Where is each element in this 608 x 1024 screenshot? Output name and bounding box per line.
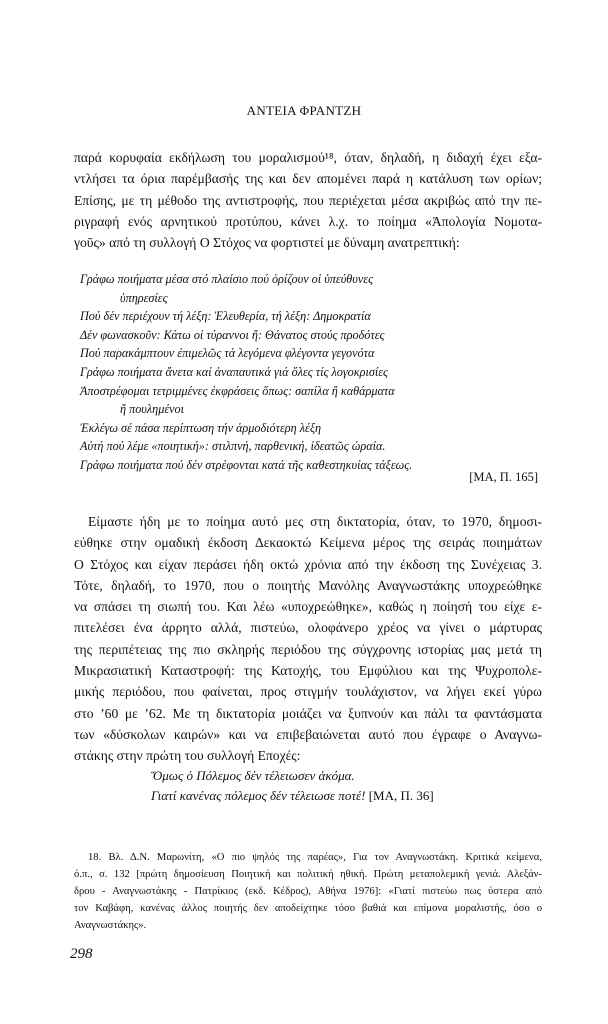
text-line: των «δύσκολων καιρών» και να επιβεβαιώνεται αυτό που έγραφε ο Αναγνω- xyxy=(74,726,542,742)
text-line: Επίσης, με τη μέθοδο της αντιστροφής, που περιέχεται μέσα ακριβώς από την πε- xyxy=(74,192,542,208)
poem-line: ὑπηρεσίες xyxy=(120,290,168,305)
poem-line: Αὐτή πού λέμε «ποιητική»: στιλπνή, παρθενική, ἰδεατῶς ὡραία. xyxy=(80,439,386,454)
poem-line: Ἐκλέγω σέ πάσα περίπτωση τήν ἁρμοδιότερη λέξη xyxy=(80,420,322,435)
poem-line: Γράφω ποιήματα πού δέν στρέφονται κατά τῆς καθεστηκυίας τάξεως. xyxy=(80,457,413,472)
text-line: παρά κορυφαία εκδήλωση του μοραλισμού¹⁸, όταν, δηλαδή, η διδαχή έχει εξα- xyxy=(74,150,542,165)
citation-1: [ΜΑ, Π. 165] xyxy=(469,470,538,484)
footnote-line: 18. Βλ. Δ.Ν. Μαρωνίτη, «Ο πιο ψηλός της παρέας», Για τον Αναγνωστάκη. Κριτικά κείμενα, xyxy=(88,852,542,863)
poem-line: Γράφω ποιήματα μέσα στό πλαίσιο πού ὁρίζουν οἱ ὑπεύθυνες xyxy=(80,272,374,286)
page-number: 298 xyxy=(70,946,93,962)
poem-excerpt-1 xyxy=(80,270,540,475)
poem-excerpt-2 xyxy=(151,766,434,806)
poem-line: Δέν φωνασκοῦν: Κάτω οἱ τύραννοι ἤ: Θάνατος στούς προδότες xyxy=(80,327,385,342)
text-line: ντλήσει τα όρια παρέμβασής της και δεν απομένει παρά η κατάλυση των ορίων; xyxy=(74,171,542,187)
text-line: Ο Στόχος και είχαν περάσει ήδη οκτώ χρόνια από την έκδοση της Συνέχειας 3. xyxy=(74,556,542,572)
text-line: της περιπέτειας της πιο σκληρής περιόδου της σύγχρονης ιστορίας μας μετά τη xyxy=(74,641,542,657)
poem-line: Πού δέν περιέχουν τή λέξη: Ἐλευθερία, τή λέξη: Δημοκρατία xyxy=(80,309,371,324)
poem-line: Ὅμως ὁ Πόλεμος δέν τέλειωσεν ἀκόμα. xyxy=(151,768,355,783)
text-line: Είμαστε ήδη με το ποίημα αυτό μες στη δικτατορία, όταν, το 1970, δημοσι- xyxy=(88,514,542,529)
text-line: μικής περιόδου, που φαίνεται, προς στιγμήν τουλάχιστον, να λήγει εκεί γύρω xyxy=(74,684,542,700)
text-line: πιτελέσει ένα άρρητο αλλά, πιστεύω, ολοφάνερο χρέος να γίνει ο μάρτυρας xyxy=(74,620,542,636)
paragraph-1 xyxy=(74,147,542,253)
text-line: εύθηκε στην ομαδική έκδοση Δεκαοκτώ Κείμενα μέρος της σειράς ποιημάτων xyxy=(74,535,542,551)
footnote-line: τον Καβάφη, κανένας άλλος ποιητής δεν αποδείχτηκε τόσο βαθιά και επίμονα μοραλιστής, όσο ο xyxy=(74,903,542,914)
poem-line: Πού παρακάμπτουν ἐπιμελῶς τά λεγόμενα φλέγοντα γεγονότα xyxy=(80,346,375,361)
text-line: Τότε, δηλαδή, το 1970, που ο ποιητής Μανόλης Αναγνωστάκης υποχρεώθηκε xyxy=(74,577,542,593)
running-header: ΑΝΤΕΙΑ ΦΡΑΝΤΖΗ xyxy=(246,103,362,118)
footnote-line: Αναγνωστάκης». xyxy=(74,920,147,931)
footnote-line: δρου - Αναγνωστάκης - Πατρίκιος (εκδ. Κέδρος), Αθήνα 1976]: «Γιατί πιστεύω πως ύστερα από xyxy=(74,886,542,897)
text-line: στο ’60 με ’62. Με τη δικτατορία μοιάζει να ξυπνούν και πάλι τα φαντάσματα xyxy=(74,705,542,721)
poem-line: Γιατί κανένας πόλεμος δέν τέλειωσε ποτέ! xyxy=(151,788,366,803)
text-line: γοῦς» από τη συλλογή Ο Στόχος να φορτιστεί με δύναμη ανατρεπτική: xyxy=(74,235,460,251)
citation-2: [ΜΑ, Π. 36] xyxy=(368,788,434,803)
poem-line-with-citation xyxy=(151,786,434,806)
text-line: να σπάσει τη σιωπή του. Και λέω «υποχρεώθηκε», καθώς η ποίησή του είχε ε- xyxy=(74,599,542,615)
text-line: ριγραφή ενός αρνητικού προτύπου, κάνει λ.χ. το ποίημα «Ἀπολογία Νομοτα- xyxy=(74,213,542,229)
text-line: Μικρασιατική Καταστροφή: της Κατοχής, του Εμφύλιου και της Ψυχροπολε- xyxy=(74,663,542,679)
text-line: στάκης στην πρώτη του συλλογή Εποχές: xyxy=(74,748,301,764)
poem-line: Γράφω ποιήματα ἄνετα καί ἀναπαυτικά γιά ὅλες τίς λογοκρισίες xyxy=(80,364,389,379)
poem-line: ἤ πουλημένοι xyxy=(120,402,185,417)
footnote-18 xyxy=(74,849,542,934)
footnote-line: ό.π., σ. 132 [πρώτη δημοσίευση Ποιητική και πολιτική ηθική. Πρώτη μεταπολεμική γενιά. Αλεξάν- xyxy=(74,869,542,880)
paragraph-2 xyxy=(74,511,542,767)
poem-line: Ἀποστρέφομαι τετριμμένες ἐκφράσεις ὅπως: σαπίλα ἤ καθάρματα xyxy=(80,383,395,398)
